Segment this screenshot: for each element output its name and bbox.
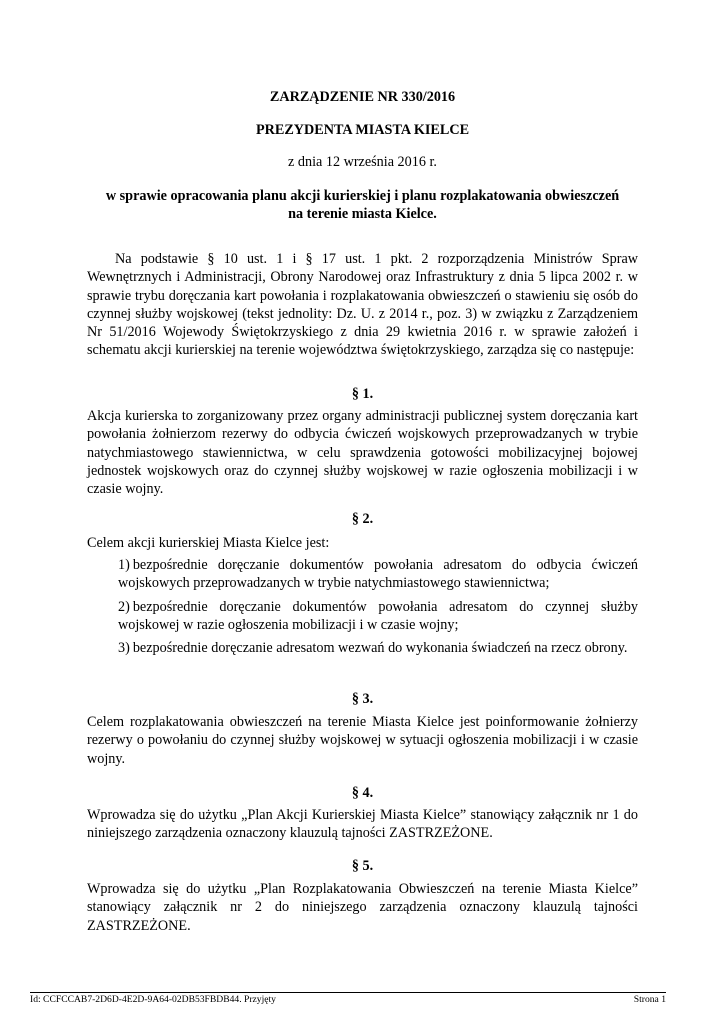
- document-issuer: PREZYDENTA MIASTA KIELCE: [255, 122, 470, 138]
- section-2-intro: Celem akcji kurierskiej Miasta Kielce jest:: [87, 535, 330, 551]
- section-5-heading: § 5.: [351, 858, 374, 874]
- list-item-text: bezpośrednie doręczanie dokumentów powołania adresatom do czynnej służby wojskowej w razie ogłoszenia mobilizacji i w czasie wojny;: [118, 599, 638, 634]
- document-subject-line1: w sprawie opracowania planu akcji kurierskiej i planu rozplakatowania obwieszczeń: [105, 188, 620, 204]
- list-item-text: bezpośrednie doręczanie adresatom wezwań do wykonania świadczeń na rzecz obrony.: [132, 640, 628, 656]
- section-3-heading: § 3.: [351, 691, 374, 707]
- section-2-item-2: [118, 598, 638, 635]
- footer-document-id: Id: CCFCCAB7-2D6D-4E2D-9A64-02DB53FBDB44. Przyjęty: [30, 994, 276, 1005]
- section-4-text: Wprowadza się do użytku „Plan Akcji Kurierskiej Miasta Kielce” stanowiący załącznik nr 1 do niniejszego zarządzenia oznaczony klauzulą tajności ZASTRZEŻONE.: [87, 807, 638, 842]
- list-item-number: 1): [118, 557, 130, 573]
- preamble-paragraph: Na podstawie § 10 ust. 1 i § 17 ust. 1 pkt. 2 rozporządzenia Ministrów Spraw Wewnętrznych i Administracji, Obrony Narodowej oraz Infrastruktury z dnia 5 lipca 2002 r. w sprawie trybu doręczania kart powołania i rozplakatowania obwieszczeń o stawieniu się osób do czynnej służby wojskowej (tekst jednolity: Dz. U. z 2014 r., poz. 3) w związku z Zarządzeniem Nr 51/2016 Wojewody Świętokrzyskiego z dnia 29 kwietnia 2016 r. w sprawie założeń i schematu akcji kurierskiej na terenie województwa świętokrzyskiego, zarządza się co następuje:: [87, 251, 638, 359]
- section-4-heading: § 4.: [351, 785, 374, 801]
- footer-divider: [30, 992, 666, 993]
- section-1-text: Akcja kurierska to zorganizowany przez organy administracji publicznej system doręczania kart powołania żołnierzom rezerwy do odbycia ćwiczeń wojskowych przeprowadzanych w trybie natychmiastowego stawiennictwa, w celu sprawdzenia gotowości mobilizacyjnej bojowej jednostek wojskowych oraz do czynnej służby wojskowej w razie ogłoszenia mobilizacji i w czasie wojny.: [87, 408, 638, 498]
- section-2-item-3: [118, 639, 638, 657]
- section-2-item-1: [118, 556, 638, 593]
- list-item-number: 3): [118, 640, 130, 656]
- document-title: ZARZĄDZENIE NR 330/2016: [269, 89, 456, 105]
- document-date: z dnia 12 września 2016 r.: [288, 154, 437, 170]
- document-subject-line2: na terenie miasta Kielce.: [288, 206, 437, 222]
- section-1-heading: § 1.: [351, 386, 374, 402]
- list-item-number: 2): [118, 599, 130, 615]
- footer-page-number: Strona 1: [633, 994, 666, 1005]
- section-2-heading: § 2.: [351, 511, 374, 527]
- list-item-text: bezpośrednie doręczanie dokumentów powołania adresatom do odbycia ćwiczeń wojskowych przeprowadzanych w trybie natychmiastowego stawiennictwa;: [118, 557, 638, 592]
- section-3-text: Celem rozplakatowania obwieszczeń na terenie Miasta Kielce jest poinformowanie żołnierzy rezerwy o powołaniu do czynnej służby wojskowej w sytuacji ogłoszenia mobilizacji i w czasie wojny.: [87, 714, 638, 767]
- section-5-text: Wprowadza się do użytku „Plan Rozplakatowania Obwieszczeń na terenie Miasta Kielce” stanowiący załącznik nr 2 do niniejszego zarządzenia oznaczony klauzulą tajności ZASTRZEŻONE.: [87, 881, 638, 934]
